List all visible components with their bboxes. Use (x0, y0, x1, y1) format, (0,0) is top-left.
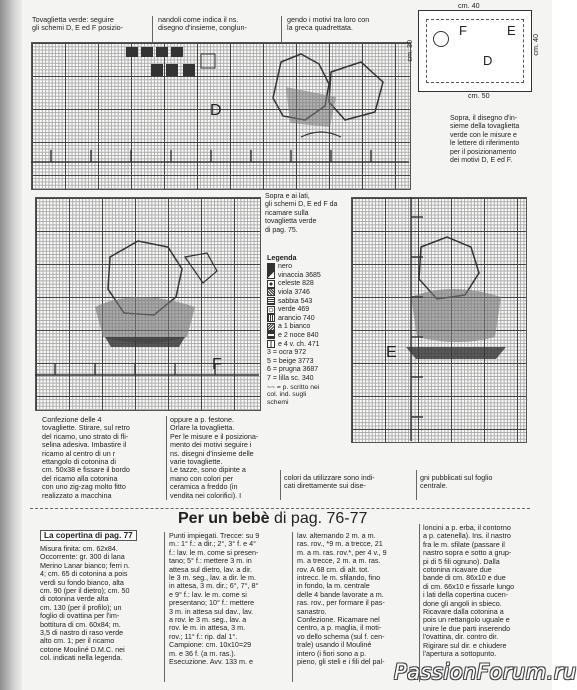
motif-flower-icon (433, 31, 449, 47)
diagram-width-50: cm. 50 (468, 91, 490, 100)
section-title-main: Per un bebè (178, 510, 270, 527)
legend-item (267, 366, 345, 375)
legend-item-label: sabbia 543 (278, 297, 313, 305)
copertina-stitches: Punti impiegati. Trecce: su 9 m.: 1° f.: a dir.; 2°, 3° f. e 4° f.: lav. le m. come si presen- tano; 5° f.: mettere 3 m. in attesa sul dietro, lav. a dir. le 3 m. seg., lav. a dir. le m. in attesa, 3 m. dir.; 6°, 7°, 8° e 9° f.: lav. le m. come si presentano; 10° f.: mettere 3 m. in attesa sul dav., lav. a rov. le 3 m. seg., lav. a rov. le m. in attesa, 3 m. rov.; 11° f.: rip. dal 1°. Campione: cm. 10x10=29 m. e 36 f. (a m. ras.). Esecuzione. Avv. 133 m. e (169, 531, 260, 667)
schemes-caption: Sopra e ai lati, gli schemi D, E ed F da ricamare sulla tovaglietta verde di pag. 75. (265, 193, 338, 234)
legend-item-label: arancio 740 (278, 314, 315, 322)
column-divider (280, 470, 281, 500)
section-title-pages: di pag. 76-77 (269, 510, 368, 527)
legend-item (267, 280, 345, 289)
legend-item-label: verde 469 (278, 306, 310, 314)
legend-item (267, 314, 345, 323)
section-title (178, 510, 367, 528)
legend-item-label: nero (278, 263, 293, 271)
confezione-text-col4: gni pubblicati sul foglio centrale. (420, 473, 493, 491)
legend-note: ~~ = p. scritto nei col. ind. sugli schemi (267, 383, 320, 406)
column-divider (419, 524, 420, 682)
legend-item-label: 3 = ocra 972 (267, 349, 307, 357)
legend-symbol-icon (267, 306, 275, 314)
legend-symbol-icon (267, 263, 275, 271)
legend-item (267, 348, 345, 357)
diagram-label-f: F (459, 23, 467, 38)
legend-symbol-icon (267, 331, 275, 339)
legend-symbol-icon (267, 340, 275, 348)
diagram-width-40: cm. 40 (458, 1, 480, 10)
scheme-e-motif (351, 197, 525, 441)
legend-item-label: e 2 noce 840 (278, 331, 319, 339)
legend-item (267, 297, 345, 306)
legend-symbol-icon (267, 288, 275, 296)
legend-symbol-icon (267, 314, 275, 322)
legend-item (267, 262, 345, 271)
intro-text-col3: gendo i motivi tra loro con la greca quadrettata. (287, 15, 370, 33)
confezione-text-col1: Confezione delle 4 tovagliette. Stirare, sul retro del ricamo, uno strato di fli- selina adesiva. Imbastire il ricamo al centro di un r ettangolo di cotonina di cm. 50x38 e fissare il bordo del ricamo alla cotonina con uno zig-zag molto fitto realizzato a macchina (42, 415, 130, 500)
intro-text-col2: nandoli come indica il ns. disegno d'insieme, conglun- (158, 15, 247, 33)
legend-item-label: vinaccia 3685 (278, 271, 321, 279)
legend-list (267, 262, 345, 382)
legend-symbol-icon (267, 280, 275, 288)
page-binding-shadow (0, 0, 22, 690)
legend-symbol-icon (267, 297, 275, 305)
legend-item (267, 323, 345, 332)
placemat-diagram (418, 10, 532, 92)
scheme-f-motif (35, 197, 259, 409)
diagram-label-d: D (483, 53, 493, 68)
watermark-logo: PassionForum.ru (394, 660, 577, 684)
legend-item (267, 374, 345, 383)
copertina-materials: Misura finita: cm. 62x84. Occorrente: gr. 300 di lana Merino Lanar bianco; ferri n. 4; cm. 65 di cotonina a pois verdi su fondo bianco, alta cm. 90 (per il dietro); cm. 50 di cotonina verde alta cm. 130 (per il profilo); un foglio di ovattina per l'im- bottitura di cm. 60x84; m. 3,5 di nastro di raso verde alto cm. 1; per il ricamo cotone Mouliné D.M.C. nei col. indicati nella legenda. (40, 544, 130, 663)
legend-item (267, 305, 345, 314)
legend-item (267, 331, 345, 340)
diagram-label-e: E (507, 23, 516, 38)
legend-item (267, 271, 345, 280)
column-divider (164, 532, 165, 682)
legend-item (267, 340, 345, 349)
copertina-finishing: loncini a p. erba, il contorno a p. catenella). Ins. il nastro fra le m. sfilate (passare il nastro sopra e sotto a grup- pi di 5 fili ognuno). Dalla cotonina ricavare due bande di cm. 86x10 e due di cm. 66x10 e fissarle lungo i lati della copertina cucen- done gli angoli in sbieco. Ricavare dalla cotonina a pois un rettangolo uguale e unire le due parti inserendo l'ovattina, dir. contro dir. Rigirare sul dir. e chiudere l'apertura a sottopunto. (423, 523, 515, 659)
intro-text-col1: Tovaglietta verde: seguire gli schemi D, E ed F posizio- (32, 15, 124, 33)
legend-item-label: a 1 bianco (278, 323, 311, 331)
legend-item-label: 6 = prugna 3687 (267, 366, 319, 374)
legend-item-label: 7 = lilla sc. 340 (267, 374, 314, 382)
copertina-instructions: lav. alternando 2 m. a m. ras. rov., *9 m. a trecce, 21 m. a m. ras. rov.*, per 4 v., 9 m. a trecce, 2 m. a m. ras. rov. A 68 cm. di alt. tot. intrecc. le m. sfilando, fino in fondo, la m. centrale delle 4 bande lavorate a m. ras. rov., per formare il pas- sanastro. Confezione. Ricamare nel centro, a p. maglia, il moti- vo dello schema (sul f. cen- trale) usando il Mouliné intero (i fiori sono a p. pieno, gli steli e i fili del pal- (297, 531, 387, 667)
legend-title: Legenda (267, 253, 297, 262)
diagram-height-40: cm. 40 (531, 34, 540, 56)
column-divider (292, 532, 293, 682)
scheme-d-label: D (210, 102, 222, 119)
legend-symbol-icon (267, 271, 275, 279)
copertina-box-title: La copertina di pag. 77 (40, 530, 137, 541)
legend-item (267, 357, 345, 366)
legend-item-label: e 4 v. ch. 471 (278, 340, 320, 348)
stitch-legend (267, 254, 345, 407)
legend-symbol-icon (267, 323, 275, 331)
scheme-e-label: E (386, 344, 397, 361)
confezione-text-col3: colori da utilizzare sono indi- cati direttamente sui dise- (284, 473, 375, 491)
diagram-caption: Sopra, il disegno d'in- sieme della tovaglietta verde con le misure e le lettere di riferimento per il posizionamento dei motivi D, E ed F. (450, 115, 520, 165)
confezione-text-col2: oppure a p. festone. Orlare la tovaglietta. Per le misure e il posiziona- mento dei motivi seguire i ns. disegni d'insieme delle varie tovagliette. Le tazze, sono dipinte a mano con colori per ceramica a freddo (in vendita nei colorifici). I (170, 415, 259, 500)
column-divider (166, 416, 167, 500)
legend-item (267, 288, 345, 297)
legend-item-label: 5 = beige 3773 (267, 357, 314, 365)
legend-item-label: viola 3746 (278, 288, 310, 296)
diagram-height-30: cm. 30 (405, 40, 414, 62)
legend-item-label: celeste 828 (278, 280, 314, 288)
section-separator (30, 508, 530, 509)
column-divider (416, 470, 417, 500)
scheme-f-label: F (212, 356, 222, 373)
